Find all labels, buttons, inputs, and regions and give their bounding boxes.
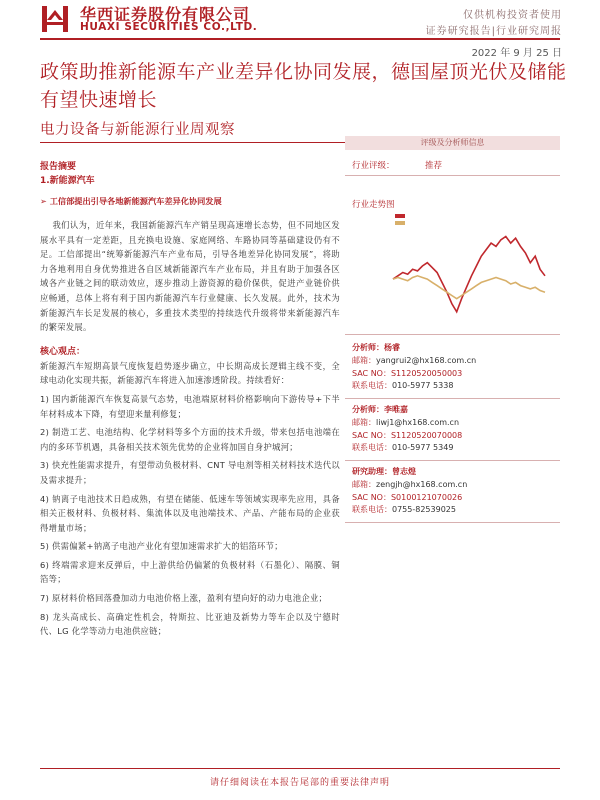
rating-value: 推荐 bbox=[425, 161, 443, 171]
company-name-en: HUAXI SECURITIES CO.,LTD. bbox=[80, 21, 258, 33]
analyst-sac: SAC NO：S1120520070008 bbox=[352, 430, 463, 440]
rating-sidebar bbox=[345, 136, 560, 515]
report-header bbox=[0, 0, 600, 40]
report-subtitle: 电力设备与新能源行业周观察 bbox=[40, 122, 235, 138]
analyst-role: 研究助理：曾志煌 bbox=[352, 467, 416, 476]
email-label: 邮箱： bbox=[352, 417, 376, 427]
analyst-phone: 010-5977 5338 bbox=[392, 381, 454, 391]
legal-notice-footer: 请仔细阅读在本报告尾部的重要法律声明 bbox=[209, 778, 390, 788]
analyst-email[interactable]: zengjh@hx168.com.cn bbox=[376, 479, 468, 489]
core-view-item: 8) 龙头高成长、高确定性机会，特斯拉、比亚迪及新势力等车企以及宁德时代、LG 化学等动力电池供应链； bbox=[40, 611, 340, 637]
analyst-sac: SAC NO：S1120520050003 bbox=[352, 368, 463, 378]
core-view-item: 2) 制造工艺、电池结构、化学材料等多个方面的技术升级，带来包括电池端在内的多环节机遇，具备相关技术领先优势的企业将加国自身护城河； bbox=[40, 427, 340, 452]
analyst-block bbox=[352, 466, 557, 517]
policy-bullet-heading: ➢ 工信部提出引导各地新能源汽车差异化协同发展 bbox=[40, 196, 222, 206]
header-divider bbox=[40, 38, 560, 40]
core-view-item: 4) 钠离子电池技术日趋成熟，有望在储能、低速车等领域实现率先应用，具备相关正极材料、负极材料、集流体以及电池端技术、产品、产能布局的企业获得增量市场； bbox=[40, 493, 340, 533]
audience-notice: 仅供机构投资者使用 bbox=[463, 10, 562, 21]
industry-trend-chart bbox=[345, 208, 560, 328]
huaxi-logo-icon bbox=[40, 4, 70, 34]
rating-box-title: 评级及分析师信息 bbox=[345, 136, 560, 150]
series-line-1 bbox=[393, 276, 545, 299]
rating-row bbox=[345, 150, 560, 176]
core-view-item: 6) 终端需求迎来反弹后，中上游供给仍偏紧的负极材料（石墨化）、隔膜、铜箔等； bbox=[40, 559, 340, 585]
trend-chart-label: 行业走势图 bbox=[352, 200, 395, 210]
company-name-cn: 华西证券股份有限公司 bbox=[80, 5, 251, 24]
summary-paragraph: 我们认为，近年来，我国新能源汽车产销呈现高速增长态势，但不同地区发展水平具有一定差距，且充换电设施、家庭网络、车路协同等基础建设仍有不足。工信部提出“统筹新能源汽车产业布局，引导各地差异化协同发展”，将助力各地利用自身优势推进各自区域新能源汽车产业布局，并且有助于加强各区域各产业链之间的联动效应，逐步推动上游资源的稳价保供，促进产业链价供应畅通，总体上将有利于国内新能源汽车行业健康、长久发展。此外，技术为新能源汽车长足发展的核心，多重技术类型的持续迭代升级将带来新能源汽车的繁荣发展。 bbox=[40, 220, 340, 333]
core-view-item: 1) 国内新能源汽车恢复高景气态势，电池端原材料价格影响向下游传导+下半年材料成本下降，有望迎来量利修复； bbox=[40, 393, 340, 419]
analyst-role: 分析师：杨睿 bbox=[352, 343, 400, 352]
analyst-email[interactable]: liwj1@hx168.com.cn bbox=[376, 417, 460, 427]
email-label: 邮箱： bbox=[352, 355, 376, 365]
core-view-item: 3) 快充性能需求提升，有望带动负极材料、CNT 导电剂等相关材料技术迭代以及需求提升； bbox=[40, 460, 340, 485]
chart-divider bbox=[345, 334, 560, 335]
email-label: 邮箱： bbox=[352, 479, 376, 489]
analyst-email[interactable]: yangrui2@hx168.com.cn bbox=[376, 355, 477, 365]
analyst-block bbox=[352, 342, 557, 393]
legend-swatch-industry bbox=[395, 214, 405, 218]
analyst-phone: 010-5977 5349 bbox=[392, 443, 454, 453]
core-view-item: 7) 原材料价格回落叠加动力电池价格上涨，盈利有望向好的动力电池企业； bbox=[40, 593, 328, 604]
report-category: 证券研究报告|行业研究周报 bbox=[425, 26, 562, 37]
analyst-block bbox=[352, 404, 557, 455]
section-ev-heading: 1.新能源汽车 bbox=[40, 176, 95, 186]
summary-heading: 报告摘要 bbox=[40, 162, 77, 172]
analyst-phone: 0755-82539025 bbox=[392, 505, 456, 515]
analyst-divider bbox=[345, 460, 560, 461]
phone-label: 联系电话： bbox=[352, 505, 392, 515]
core-view-intro: 新能源汽车短期高景气度恢复趋势逐步确立，中长期高成长逻辑主线不变，全球电动化实现共振，新能源汽车将进入加速渗透阶段。持续看好： bbox=[40, 360, 340, 386]
summary-column bbox=[40, 160, 340, 639]
phone-label: 联系电话： bbox=[352, 443, 392, 453]
analyst-sac: SAC NO：S0100121070026 bbox=[352, 492, 463, 502]
rating-label: 行业评级： bbox=[352, 161, 395, 171]
report-title: 政策助推新能源车产业差异化协同发展，德国屋顶光伏及储能有望快速增长 bbox=[40, 61, 567, 111]
series-line-0 bbox=[393, 237, 545, 312]
legend-swatch-index bbox=[395, 221, 405, 225]
analyst-role: 分析师：李唯嘉 bbox=[352, 405, 408, 414]
report-date: 2022 年 9 月 25 日 bbox=[471, 48, 562, 59]
core-view-heading: 核心观点： bbox=[40, 346, 86, 357]
analyst-divider bbox=[345, 522, 560, 523]
analyst-divider bbox=[345, 398, 560, 399]
footer-divider bbox=[40, 768, 560, 769]
core-view-item: 5) 供需偏紧+钠离子电池产业化有望加速需求扩大的铝箔环节； bbox=[40, 541, 283, 552]
phone-label: 联系电话： bbox=[352, 381, 392, 391]
